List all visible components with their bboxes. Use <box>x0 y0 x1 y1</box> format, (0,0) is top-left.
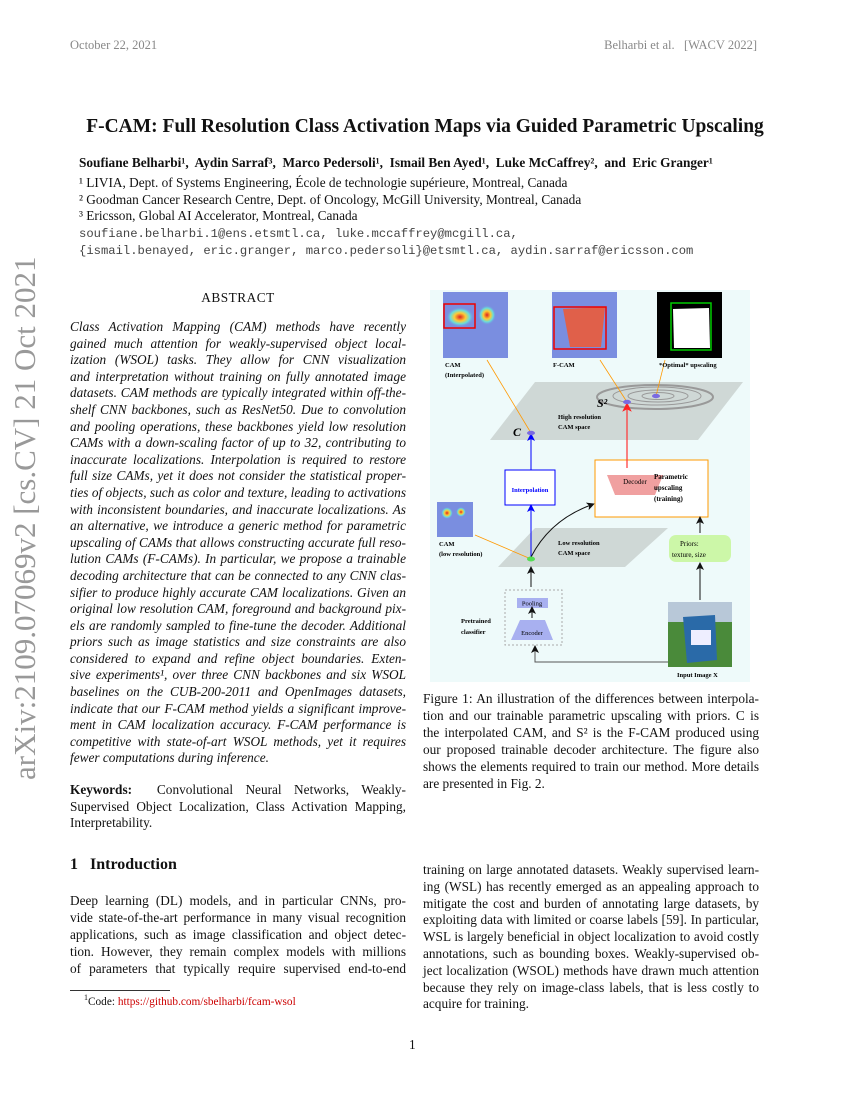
header-date: October 22, 2021 <box>70 38 158 52</box>
optimal-upscaling-image <box>657 292 722 358</box>
text-line: acquire for training. <box>423 996 529 1012</box>
text-line: ject localization (WSOL) methods have drawn much attention <box>423 962 759 978</box>
pooling-label: Pooling <box>521 600 543 608</box>
emails: soufiane.belharbi.1@ens.etsmtl.ca, luke.mccaffrey@mcgill.ca, <box>79 227 518 241</box>
intro-right <box>423 862 759 1013</box>
text-line: considered to expand and refine object boundaries. Exten- <box>70 650 406 666</box>
low-res-cam-point <box>527 557 535 562</box>
text-line: ment in CAM localization accuracy. F-CAM performance is <box>70 717 406 733</box>
keywords-text: Convolutional Neural Networks, Weakly- <box>156 782 406 797</box>
text-line: WSL is largely beneficial in object localization to avoid costly <box>423 929 759 945</box>
section-heading: 1 Introduction <box>70 856 177 873</box>
cam-low-res-image <box>437 502 473 537</box>
affiliation: ² Goodman Cancer Research Centre, Dept. of Oncology, McGill University, Montreal, Canada <box>79 192 582 207</box>
figure-1 <box>425 285 755 685</box>
text-line: annotations, such as bounding boxes. Weakly-supervised ob- <box>423 945 759 961</box>
text-line: shelf CNN backbones, such as ResNet50. Due to convolution <box>70 401 406 417</box>
pretrained-label: classifier <box>461 629 486 636</box>
s2-point <box>623 400 631 404</box>
text-line: vide state-of-the-art performance in many visual recognition <box>70 910 406 925</box>
text-line: competitive with state-of-art WSOL methods, yet it requires <box>70 733 406 749</box>
text-line: Deep learning (DL) models, and in particular CNNs, pro- <box>70 893 406 908</box>
text-line: tion. However, they remain complex models with millions <box>70 944 406 959</box>
parametric-label: Parametric <box>654 473 688 481</box>
text-line: Figure 1: An illustration of the differences between interpola- <box>423 691 759 706</box>
c-symbol: C <box>513 425 522 439</box>
author-list: Soufiane Belharbi¹, Aydin Sarraf³, Marco Pedersoli¹, Ismail Ben Ayed¹, Luke McCaffrey², and Eric Granger¹ <box>79 155 713 170</box>
text-line: ing (WSL) has recently emerged as an appealing approach to <box>423 878 759 894</box>
keywords-text: Supervised Object Localization, Class Activation Mapping, <box>70 798 406 814</box>
lr-space-label: Low resolution <box>558 540 600 547</box>
text-line: upscaling of CAMs that allows constructing accurate full reso- <box>70 534 406 550</box>
text-line: inaccurate localizations. Interpolation is required to restore <box>70 451 406 467</box>
keywords-text: Interpretability. <box>70 815 153 831</box>
footnote-rule <box>70 990 170 991</box>
parametric-label: upscaling <box>654 484 683 492</box>
text-line: sive experiments¹, over three CNN backbones and six WSOL <box>70 667 406 683</box>
decoder-label: Decoder <box>623 478 647 486</box>
affiliation: ³ Ericsson, Global AI Accelerator, Montreal, Canada <box>79 208 358 223</box>
text-line: fewer computations during inference. <box>70 750 269 766</box>
text-line: datasets. CAM methods are typically integrated within off-the- <box>70 385 406 401</box>
text-line: priors such as image statistics and size constraints are also <box>70 634 406 650</box>
text-line: full size CAMs, yet it does not consider the statistical proper- <box>70 468 406 484</box>
keywords <box>70 782 406 832</box>
keywords-label: Keywords: <box>70 782 133 797</box>
text-line: because they rely on image-class labels, that is less costly to <box>423 979 759 995</box>
hr-space-label: High resolution <box>558 414 602 421</box>
code-link[interactable]: https://github.com/sbelharbi/fcam-wsol <box>117 995 296 1008</box>
cam-low-label: (low resolution) <box>439 551 483 558</box>
arxiv-id: arXiv:2109.07069v2 [cs.CV] 21 Oct 2021 <box>7 256 42 780</box>
text-line: the interpolated CAM, and S² is the F-CAM produced using <box>423 725 759 740</box>
text-line: lution CAMs (F-CAMs). In particular, we propose a trainable <box>70 551 406 567</box>
text-line: and pooling operations, these backbones yield low resolution <box>70 418 406 434</box>
emails: {ismail.benayed, eric.granger, marco.pedersoli}@etsmtl.ca, aydin.sarraf@ericsson.com <box>79 244 694 258</box>
abstract-body <box>70 319 406 767</box>
text-line: tion and our trainable parametric upscaling with priors. C is <box>423 708 759 723</box>
cam-low-label: CAM <box>439 541 455 548</box>
abstract-heading: ABSTRACT <box>201 290 275 305</box>
parametric-label: (training) <box>654 495 683 503</box>
text-line: our proposed trainable decoder architecture. The figure also <box>423 742 759 757</box>
pretrained-label: Pretrained <box>461 618 491 625</box>
text-line: indicate that our F-CAM method yields a significant improve- <box>70 700 406 716</box>
text-line: training on large annotated datasets. Weakly supervised learn- <box>423 862 759 877</box>
fcam-image <box>552 292 617 358</box>
text-line: ties of objects, such as color and texture, leading to activations <box>70 484 406 500</box>
optimal-label: *Optimal* upscaling <box>659 362 717 369</box>
text-line: and interpretation without training on fully annotated image <box>70 368 406 384</box>
optimal-point <box>652 394 660 398</box>
cam-interp-label: (Interpolated) <box>445 372 484 379</box>
hr-space-label: CAM space <box>558 424 591 431</box>
text-line: Class Activation Mapping (CAM) methods have recently <box>70 319 406 334</box>
text-line: sifier to produce highly accurate CAM localizations. Given an <box>70 584 406 600</box>
footnote: $^1$Code: https://github.com/sbelharbi/fcam-wsol <box>84 993 296 1008</box>
text-line: are presented in Fig. 2. <box>423 776 545 791</box>
interpolation-label: Interpolation <box>511 487 549 494</box>
text-line: gained much attention for weakly-supervised object local- <box>70 335 406 351</box>
lr-space-label: CAM space <box>558 550 591 557</box>
text-line: CAMs with a down-scaling factor of up to 32, contributing to <box>70 435 406 451</box>
text-line: decoding architecture that can be connected to any CNN clas- <box>70 567 406 583</box>
affiliation: ¹ LIVIA, Dept. of Systems Engineering, École de technologie supérieure, Montreal, Canada <box>79 175 568 190</box>
paper-title: F-CAM: Full Resolution Class Activation Maps via Guided Parametric Upscaling <box>86 116 764 137</box>
text-line: mitigate the cost and burden of annotating large datasets, by <box>423 895 759 911</box>
text-line: with inconsistent boundaries, and inaccurate localizations. As <box>70 501 406 517</box>
text-line: exploiting data with limited or coarse labels [59]. In particular, <box>423 912 759 928</box>
c-point <box>527 431 535 435</box>
text-line: els are randomly sampled to fine-tune the decoder. Additional <box>70 617 406 633</box>
priors-label: texture, size <box>672 551 706 559</box>
cam-interp-label: CAM <box>445 362 461 369</box>
s2-symbol: S² <box>597 396 608 410</box>
header-right: Belharbi et al. [WACV 2022] <box>604 38 757 52</box>
encoder-label: Encoder <box>521 630 543 637</box>
text-line: ization (WSOL) tasks. They allow for CNN visualization <box>70 352 406 368</box>
priors-label: Priors: <box>680 540 699 548</box>
intro-left <box>70 892 406 977</box>
cam-interpolated-image <box>443 292 508 358</box>
text-line: of parameters that typically require supervised end-to-end <box>70 961 406 976</box>
text-line: original low resolution CAM, foreground and background pix- <box>70 601 406 617</box>
input-image <box>668 602 732 667</box>
text-line: an alternative, we introduce a generic method for parametric <box>70 518 406 534</box>
page-number: 1 <box>409 1037 416 1052</box>
figure-caption <box>423 690 759 792</box>
text-line: baselines on the CUB-200-2011 and OpenImages datasets, <box>70 684 406 700</box>
input-image-label: Input Image X <box>677 672 718 679</box>
fcam-label: F-CAM <box>553 362 575 369</box>
text-line: applications, such as image classification and object detec- <box>70 927 406 942</box>
text-line: shows the elements required to train our method. More details <box>423 759 759 774</box>
